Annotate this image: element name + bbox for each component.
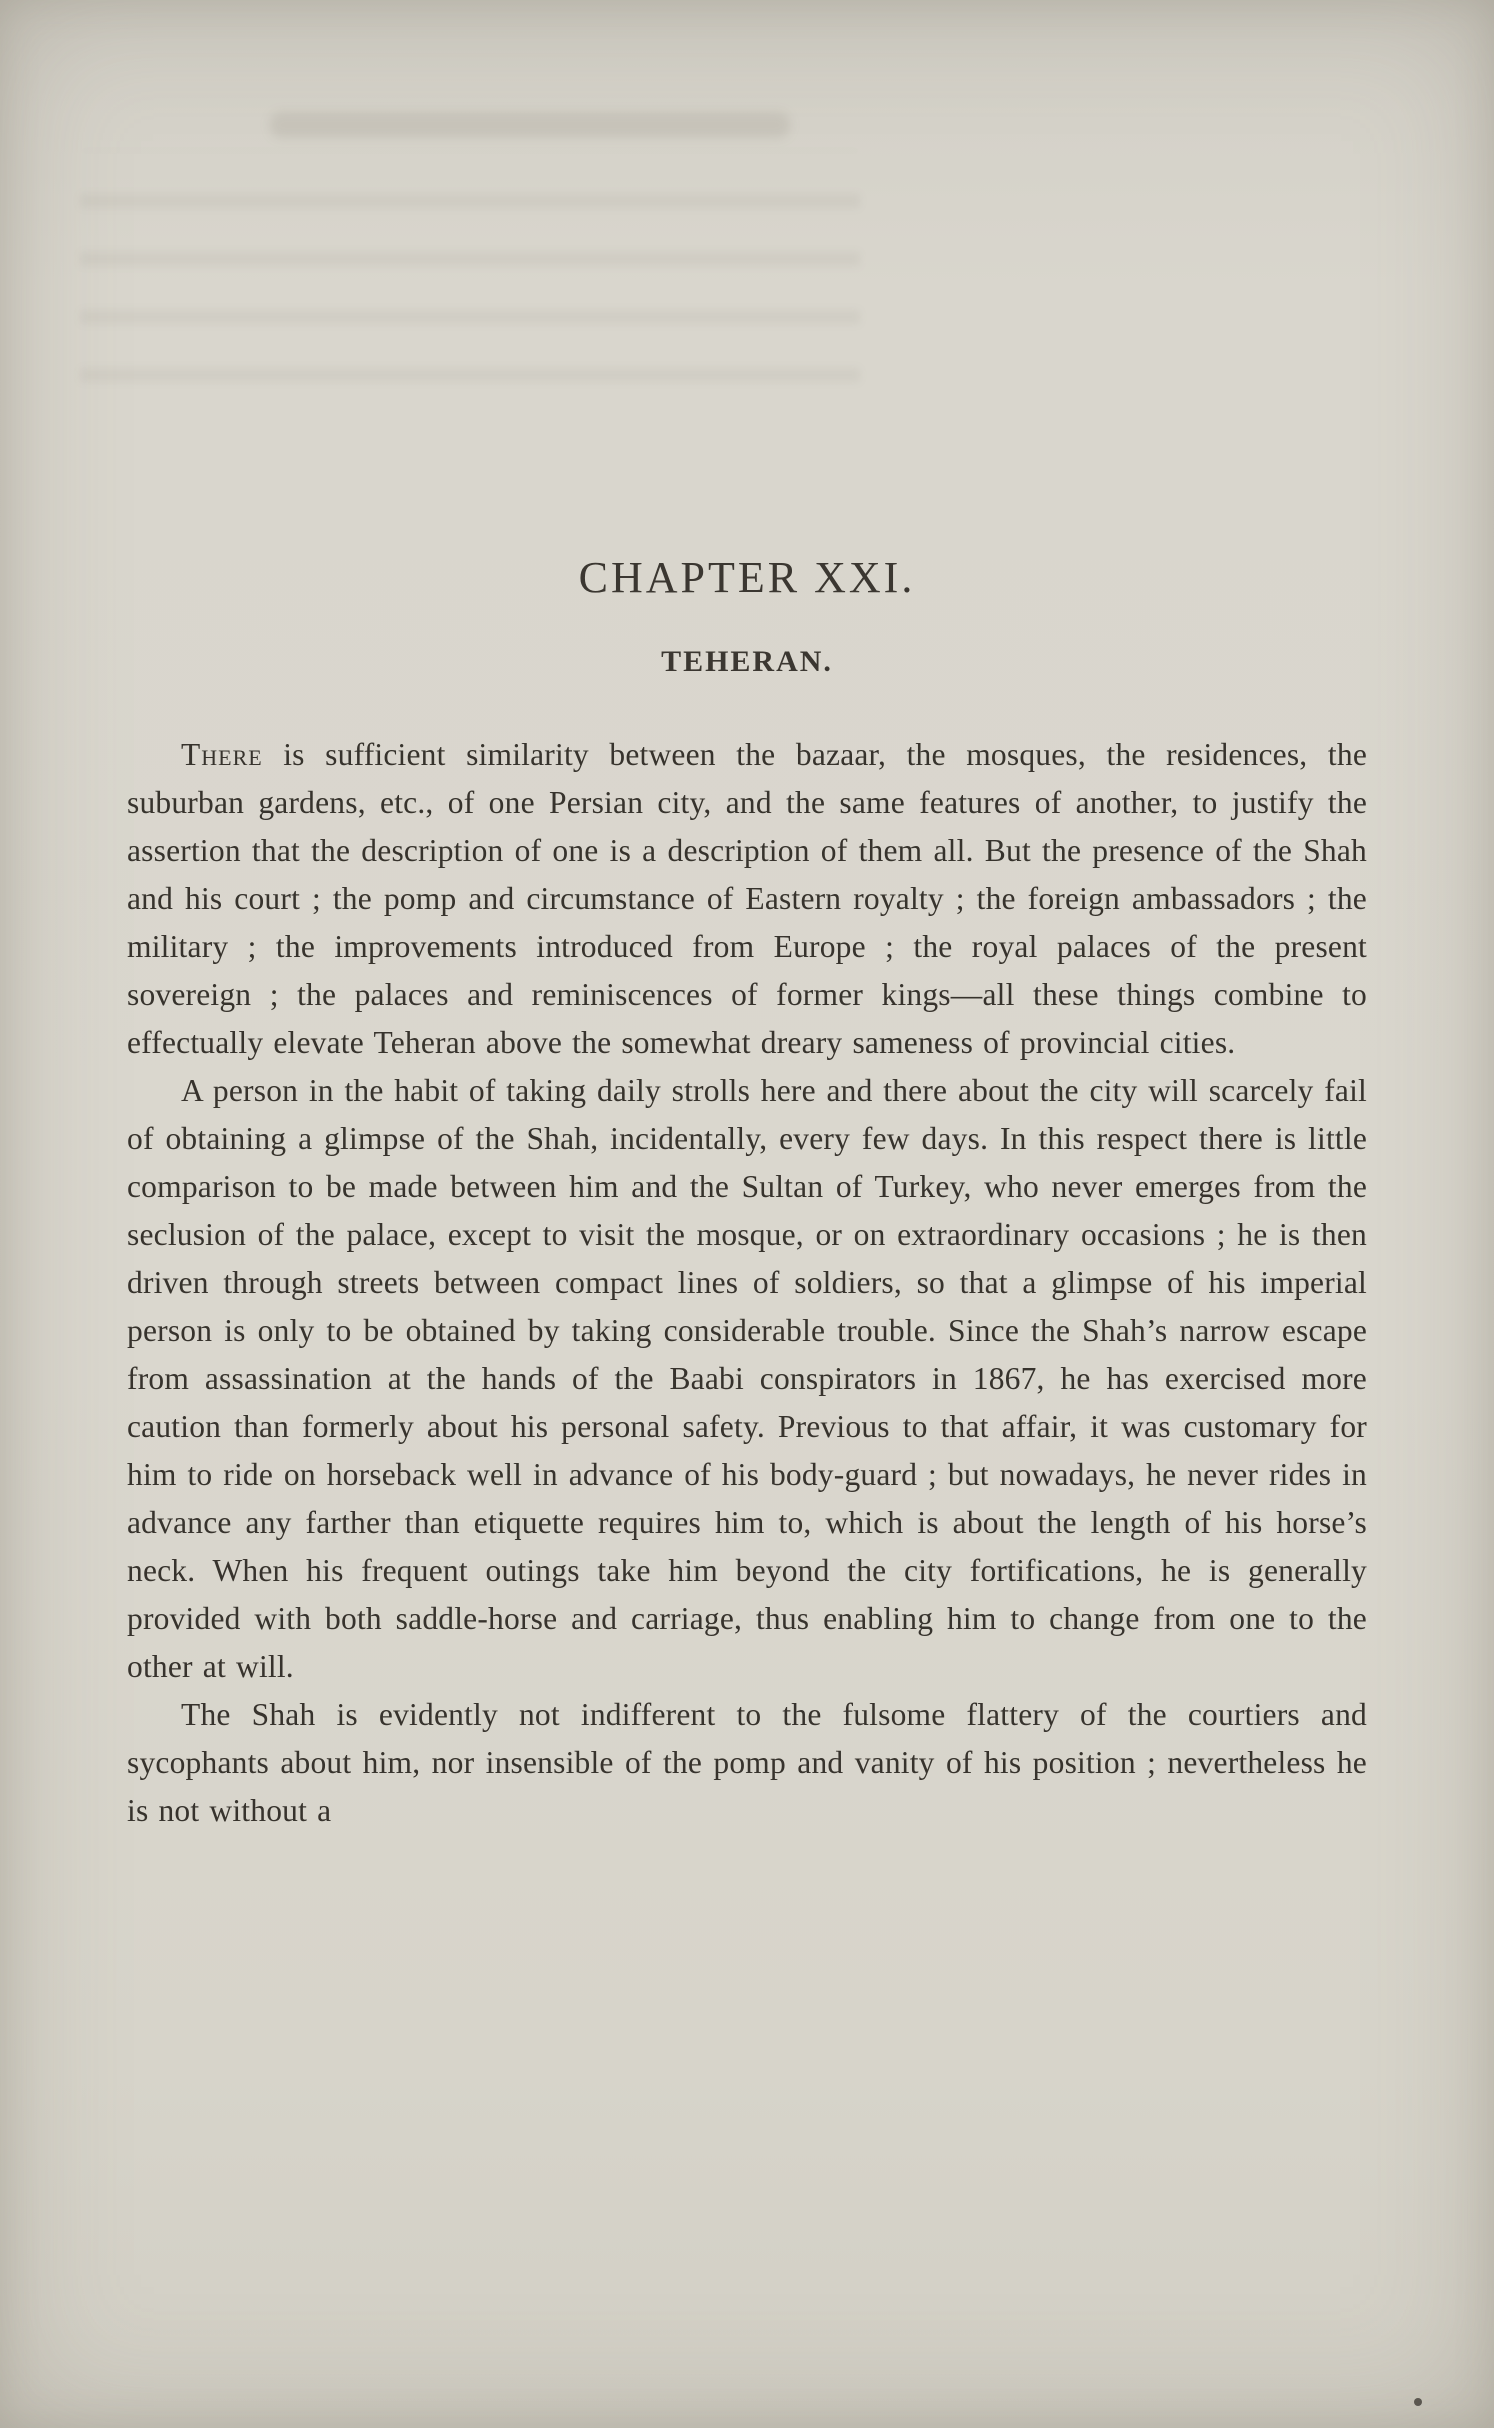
- page-body: [127, 731, 1367, 1835]
- section-title: TEHERAN.: [661, 645, 833, 678]
- ink-speck: [1414, 2398, 1422, 2406]
- chapter-title: CHAPTER XXI.: [578, 553, 916, 602]
- paragraph-1-lead: There: [181, 737, 263, 772]
- paragraph-1: [127, 731, 1367, 1067]
- paragraph-2: A person in the habit of taking daily strolls here and there about the city will scarcely fail of obtaining a glimpse of the Shah, incidentally, every few days. In this respect there is little comparison to be made between him and the Sultan of Turkey, who never emerges from the seclusion of the palace, except to visit the mosque, or on extraordinary occasions ; he is then driven through streets between compact lines of soldiers, so that a glimpse of his imperial person is only to be obtained by taking considerable trouble. Since the Shah’s narrow escape from assassination at the hands of the Baabi conspirators in 1867, he has exercised more caution than formerly about his personal safety. Previous to that affair, it was customary for him to ride on horseback well in advance of his body-guard ; but nowadays, he never rides in advance any farther than etiquette requires him to, which is about the length of his horse’s neck. When his frequent outings take him beyond the city fortifications, he is generally provided with both saddle-horse and carriage, thus enabling him to change from one to the other at will.: [127, 1073, 1367, 1684]
- paragraph-3: The Shah is evidently not indifferent to the fulsome flattery of the courtiers and sycophants about him, nor insensible of the pomp and vanity of his position ; nevertheless he is not without a: [127, 1697, 1367, 1828]
- paragraph-1-text: is sufficient similarity between the bazaar, the mosques, the residences, the suburban gardens, etc., of one Persian city, and the same features of another, to justify the assertion that the description of one is a description of them all. But the presence of the Shah and his court ; the pomp and circumstance of Eastern royalty ; the foreign ambassadors ; the military ; the improvements introduced from Europe ; the royal palaces of the present sovereign ; the palaces and reminiscences of former kings—all these things combine to effectually elevate Teheran above the somewhat dreary sameness of provincial cities.: [127, 737, 1367, 1060]
